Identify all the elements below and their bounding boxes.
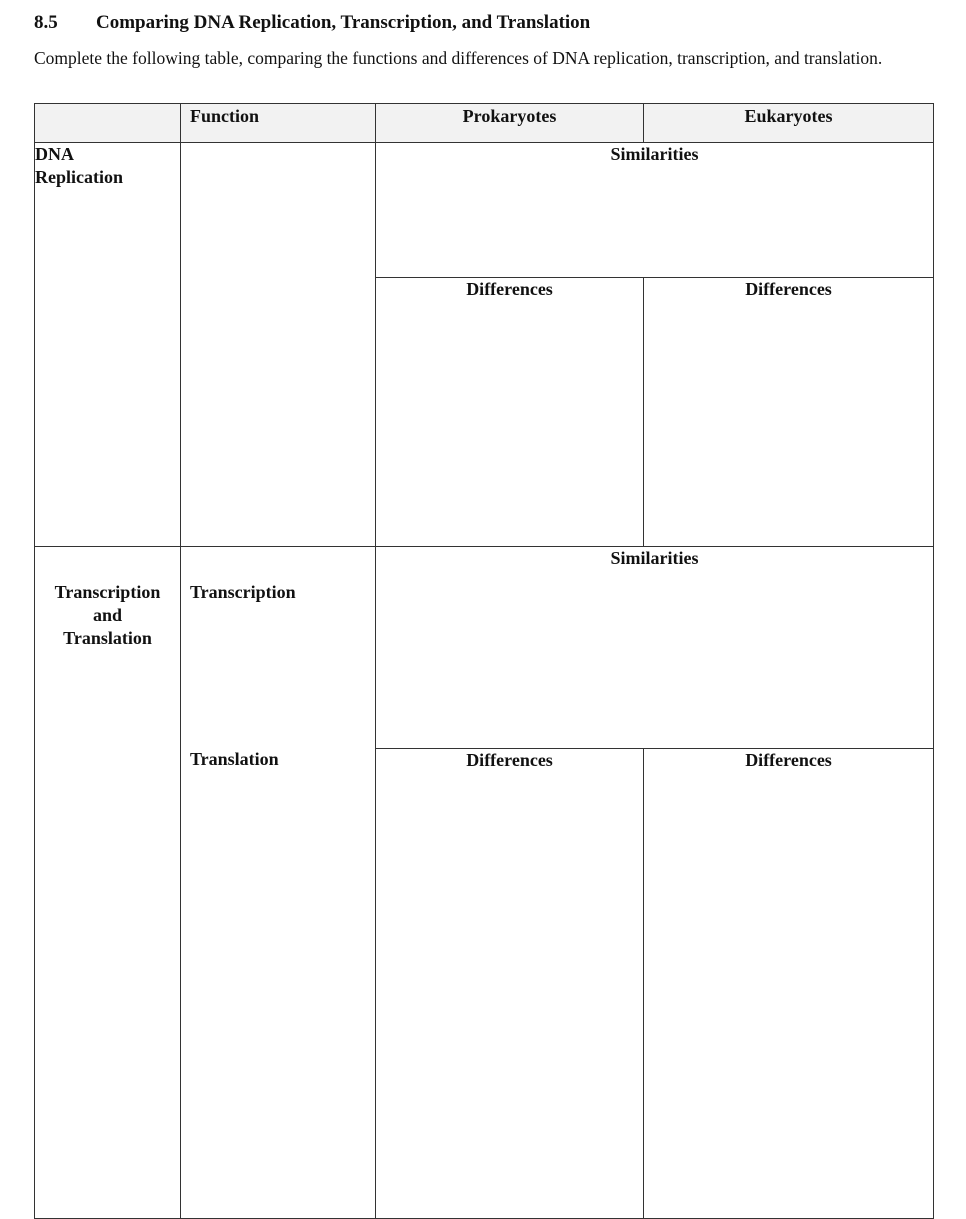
- tt-label-line1: Transcription: [54, 582, 161, 602]
- header-prokaryotes: Prokaryotes: [376, 104, 644, 143]
- transcription-translation-function-cell[interactable]: [181, 547, 376, 1219]
- tt-prokaryote-differences-cell[interactable]: [376, 749, 644, 1219]
- tt-label-line2: and: [92, 605, 123, 625]
- row-label-dna-replication: [35, 143, 181, 547]
- dna-replication-function-cell[interactable]: [181, 143, 376, 547]
- differences-label: Differences: [466, 279, 553, 299]
- dna-replication-similarities-cell[interactable]: [376, 143, 934, 278]
- function-translation-label: Translation: [190, 749, 279, 769]
- header-function: Function: [181, 104, 376, 143]
- function-transcription-label: Transcription: [190, 582, 296, 602]
- differences-label: Differences: [466, 750, 553, 770]
- comparison-table: [34, 103, 934, 1219]
- similarities-label: Similarities: [610, 144, 699, 164]
- instructions: Complete the following table, comparing the functions and differences of DNA replication, transcription, and translation.: [34, 48, 883, 68]
- dna-replication-similarities-row: [35, 143, 934, 278]
- dna-replication-label-text: DNA Replication: [35, 144, 123, 187]
- dna-replication-eukaryote-differences-cell[interactable]: [644, 278, 934, 547]
- tt-similarities-cell[interactable]: [376, 547, 934, 749]
- section-heading: [34, 12, 590, 34]
- differences-label: Differences: [745, 750, 832, 770]
- row-label-transcription-translation: [35, 547, 181, 1219]
- tt-eukaryote-differences-cell[interactable]: [644, 749, 934, 1219]
- differences-label: Differences: [745, 279, 832, 299]
- dna-replication-prokaryote-differences-cell[interactable]: [376, 278, 644, 547]
- header-row: [35, 104, 934, 143]
- similarities-label: Similarities: [610, 548, 699, 568]
- tt-label-line3: Translation: [63, 628, 152, 648]
- section-title: Comparing DNA Replication, Transcription, and Translation: [96, 12, 591, 33]
- header-blank-cell: [35, 104, 181, 143]
- section-number: 8.5: [34, 12, 58, 33]
- header-eukaryotes: Eukaryotes: [644, 104, 934, 143]
- transcription-translation-similarities-row: [35, 547, 934, 749]
